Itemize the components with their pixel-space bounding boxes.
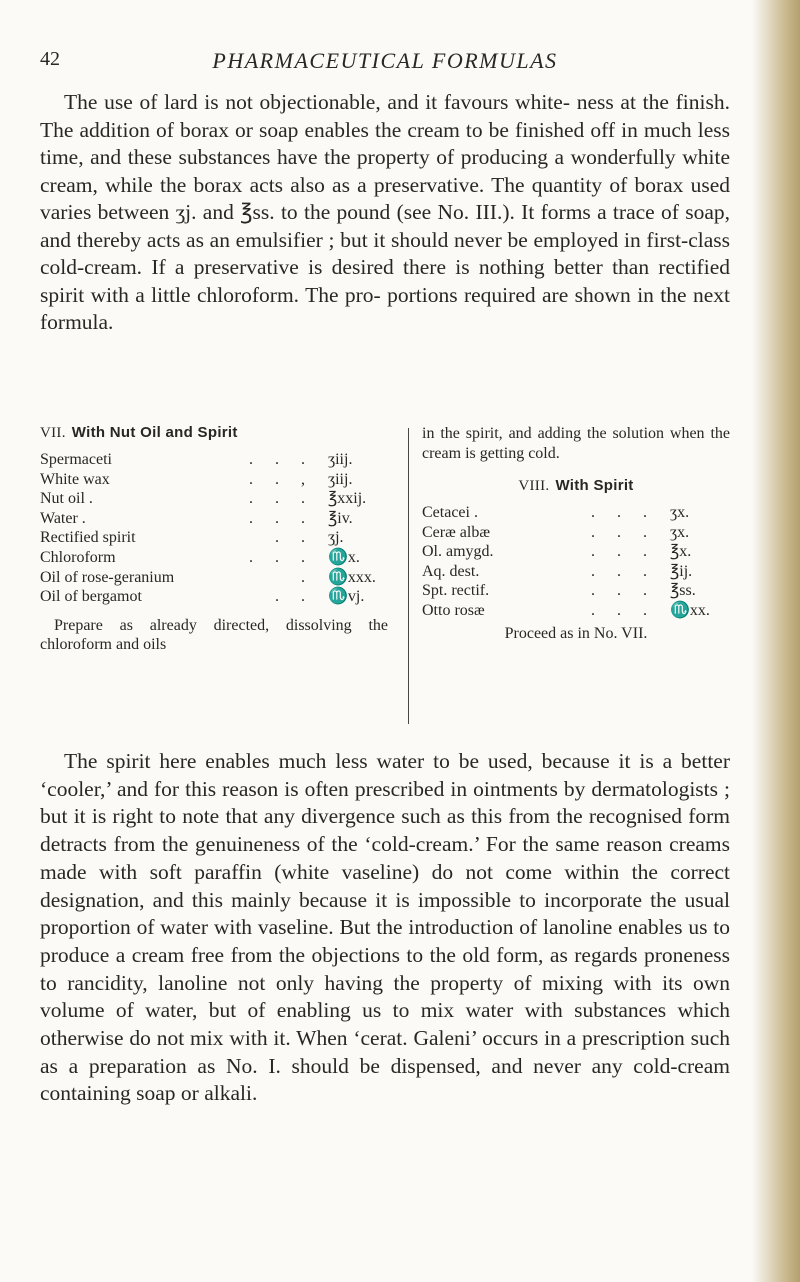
ingredient-row: Ol. amygd. . . . ℥x. xyxy=(422,543,692,561)
formula-vii-numeral: VII. xyxy=(40,425,66,441)
formula-viii-method: Proceed as in No. VII. xyxy=(504,624,648,642)
formula-columns xyxy=(40,424,730,724)
ingredient-row: Aq. dest. . . . ℥ij. xyxy=(422,562,693,580)
formula-vii-method: Prepare as already directed, dissolving the chloroform and oils xyxy=(40,616,388,654)
formula-vii xyxy=(40,424,388,655)
ingredient-row: Oil of rose-geranium . ♏xxx. xyxy=(40,568,376,586)
formula-viii-numeral: VIII. xyxy=(518,478,550,494)
formula-viii-column xyxy=(422,424,730,643)
ingredient-row: Spermaceti . . . ʒiij. xyxy=(40,451,353,468)
ingredient-row: Cetacei . . . . ʒx. xyxy=(422,504,690,521)
ingredient-row: Nut oil . . . . ℥xxij. xyxy=(40,490,367,508)
ingredient-row: Rectified spirit . . ʒj. xyxy=(40,529,344,547)
page-number: 42 xyxy=(40,48,60,70)
column-divider xyxy=(408,428,409,724)
running-head: PHARMACEUTICAL FORMULAS xyxy=(212,48,558,73)
formula-vii-continuation: in the spirit, and adding the solution when the cream is getting cold. xyxy=(422,425,730,462)
formula-viii-title: VIII. With Spirit xyxy=(518,477,634,494)
ingredient-row: Chloroform . . . ♏x. xyxy=(40,548,360,566)
formula-vii-title: VII. With Nut Oil and Spirit xyxy=(40,424,238,441)
ingredient-row: Spt. rectif. . . . ℥ss. xyxy=(422,582,696,600)
page-header xyxy=(40,48,730,78)
ingredient-row: White wax . . , ʒiij. xyxy=(40,470,353,488)
page-edge-shadow xyxy=(752,0,800,1282)
intro-paragraph: The use of lard is not objectionable, and it favours white- ness at the finish. The addition of borax or soap enables the cream to be finished off in much less time, and these substances have the property of producing a wonderfully white cream, while the borax acts also as a preservative. The quantity of borax used varies between ʒj. and ℥ss. to the pound (see No. III.). It forms a trace of soap, and thereby acts as an emulsifier ; but it should never be employed in first-class cold-cream. If a preservative is desired there is nothing better than rectified spirit with a little chloroform. The pro- portions required are shown in the next formula. xyxy=(40,90,730,334)
ingredient-row: Water . . . . ℥iv. xyxy=(40,509,353,527)
ingredient-row: Oil of bergamot . . ♏vj. xyxy=(40,588,365,606)
closing-paragraph: The spirit here enables much less water to be used, because it is a better ‘cooler,’ and for this reason is often prescribed in ointments by dermatologists ; but it is right to note that any divergence such as this from the recognised form detracts from the genuineness of the ‘cold-cream.’ For the same reason creams made with soft paraffin (white vaseline) do not come within the correct designation, and this mainly because it is impossible to incorporate the usual proportion of water with vaseline. But the introduction of lanoline enables us to produce a cream free from the objections to the old form, as regards proneness to rancidity, lanoline not only having the property of mixing with its own volume of water, but of enabling us to mix water with substances which otherwise do not mix with it. When ‘cerat. Galeni’ occurs in a prescription such as a preparation as No. I. should be dispensed, and never any cold-cream containing soap or alkali. xyxy=(40,749,730,1106)
ingredient-row: Otto rosæ . . . ♏xx. xyxy=(422,601,710,619)
ingredient-row: Ceræ albæ . . . ʒx. xyxy=(422,523,690,541)
